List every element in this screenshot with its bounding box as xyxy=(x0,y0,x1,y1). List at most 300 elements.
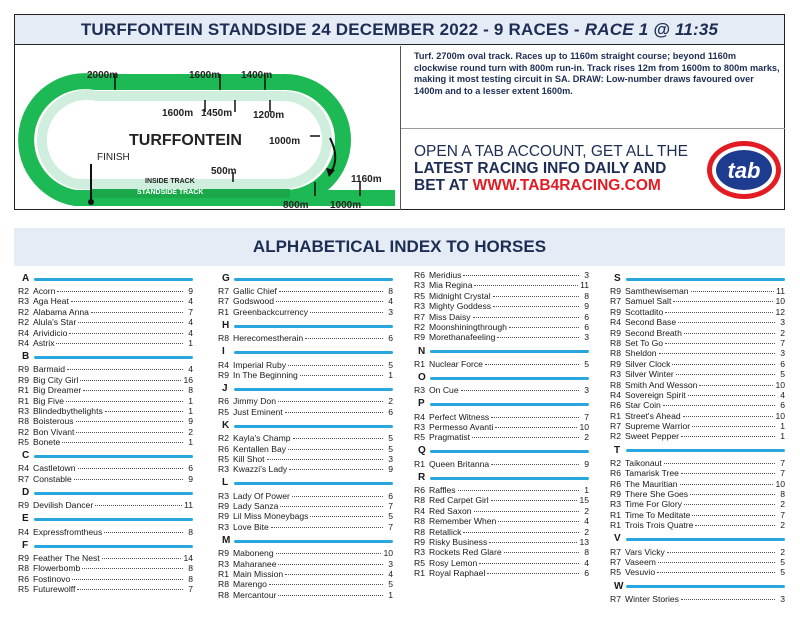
dot-leader xyxy=(665,312,773,313)
dot-leader xyxy=(69,333,183,334)
horse-name: Trois Trois Quatre xyxy=(625,520,694,531)
dot-leader xyxy=(280,506,383,507)
horse-number: 7 xyxy=(584,411,589,422)
letter-rule xyxy=(430,377,589,380)
horse-index-row xyxy=(218,296,393,306)
horse-name: Time For Glory xyxy=(625,499,682,510)
letter-heading xyxy=(18,272,193,286)
dot-leader xyxy=(663,405,775,406)
dot-leader xyxy=(288,365,383,366)
horse-number: 1 xyxy=(388,369,393,380)
dot-leader xyxy=(692,515,775,516)
race-number: R3 xyxy=(414,547,425,558)
race-number: R3 xyxy=(610,369,621,380)
horse-number: 7 xyxy=(780,468,785,479)
letter-rule xyxy=(34,518,193,521)
dot-leader xyxy=(676,374,775,375)
horse-name: Samthewiseman xyxy=(625,286,689,296)
letter-heading-text: E xyxy=(22,513,29,525)
horse-name: Scottadito xyxy=(625,306,664,317)
horse-index-row xyxy=(414,568,589,578)
horse-number: 4 xyxy=(388,296,393,307)
letter-heading-text: V xyxy=(614,533,621,545)
dot-leader xyxy=(474,285,578,286)
horse-name: Kill Shot xyxy=(233,453,265,464)
race-number: R9 xyxy=(610,358,621,369)
mark-1450: 1450m xyxy=(201,108,233,119)
race-number: R2 xyxy=(18,317,29,328)
letter-rule xyxy=(626,538,785,541)
horse-number: 5 xyxy=(780,369,785,380)
index-column-3 xyxy=(414,270,589,579)
horse-name: Second Base xyxy=(625,317,677,328)
horse-name: Sovereign Spirit xyxy=(625,389,686,400)
race-number: R3 xyxy=(218,490,229,501)
finish-label: FINISH xyxy=(97,152,130,163)
horse-number: 5 xyxy=(584,358,589,369)
horse-index-row xyxy=(414,558,589,568)
dot-leader xyxy=(300,375,383,376)
horse-number: 6 xyxy=(388,490,393,501)
horse-name: Fostinovo xyxy=(33,573,71,584)
letter-heading-text: L xyxy=(222,477,229,489)
horse-index-row xyxy=(218,548,393,558)
race-number: R3 xyxy=(218,521,229,532)
horse-name: Nuclear Force xyxy=(429,358,483,369)
race-number: R4 xyxy=(18,327,29,338)
horse-index-row xyxy=(414,270,589,280)
horse-number: 3 xyxy=(584,385,589,396)
letter-heading xyxy=(218,419,393,433)
horse-name: Lil Miss Moneybags xyxy=(233,511,309,522)
letter-heading xyxy=(18,449,193,463)
horse-number: 3 xyxy=(780,593,785,604)
horse-number: 9 xyxy=(188,473,193,484)
horse-name: Red Carpet Girl xyxy=(429,495,489,506)
race-number: R5 xyxy=(610,567,621,578)
horse-number: 10 xyxy=(579,421,589,432)
horse-index-row xyxy=(218,464,393,474)
horse-index-row xyxy=(414,301,589,311)
promo-url[interactable]: WWW.TAB4RACING.COM xyxy=(472,177,661,194)
horse-index-row xyxy=(414,422,589,432)
horse-name: Arividicio xyxy=(33,327,68,338)
horse-name: Gallic Chief xyxy=(233,286,277,296)
horse-number: 3 xyxy=(780,317,785,328)
dot-leader xyxy=(278,401,383,402)
tab-logo-icon xyxy=(705,139,783,201)
horse-index-row xyxy=(218,444,393,454)
race-number: R2 xyxy=(218,433,229,444)
horse-index-row xyxy=(218,307,393,317)
horse-number: 6 xyxy=(188,463,193,474)
race-number: R8 xyxy=(414,495,425,506)
race-number: R8 xyxy=(18,416,29,427)
letter-rule xyxy=(34,492,193,495)
dot-leader xyxy=(463,532,579,533)
horse-name: Alula's Star xyxy=(33,317,77,328)
horse-index-row xyxy=(414,332,589,342)
horse-name: Mia Regina xyxy=(429,280,473,291)
horse-number: 7 xyxy=(780,509,785,520)
horse-index-row xyxy=(18,427,193,437)
horse-number: 9 xyxy=(584,458,589,469)
horse-number: 6 xyxy=(584,568,589,579)
horse-name: There She Goes xyxy=(625,489,689,500)
race-number: R2 xyxy=(18,426,29,437)
horse-name: Greenbackcurrency xyxy=(233,306,308,317)
horse-number: 13 xyxy=(579,537,589,548)
horse-name: Retallick xyxy=(429,526,462,537)
horse-name: Raffles xyxy=(429,485,456,496)
horse-index-row xyxy=(414,537,589,547)
horse-index-row xyxy=(610,359,785,369)
horse-name: Kentallen Bay xyxy=(233,443,287,454)
race-number: R8 xyxy=(414,516,425,527)
horse-number: 4 xyxy=(388,569,393,580)
dot-leader xyxy=(681,599,775,600)
horse-index-row xyxy=(18,500,193,510)
horse-number: 2 xyxy=(780,520,785,531)
mark-1160: 1160m xyxy=(351,174,382,185)
horse-number: 4 xyxy=(188,296,193,307)
horse-number: 3 xyxy=(584,332,589,343)
dot-leader xyxy=(91,312,183,313)
dot-leader xyxy=(665,343,775,344)
horse-name: Constable xyxy=(33,473,72,484)
letter-heading xyxy=(610,444,785,458)
tab-promo xyxy=(414,143,694,194)
dot-leader xyxy=(680,484,774,485)
race-number: R8 xyxy=(414,526,425,537)
horse-number: 1 xyxy=(188,395,193,406)
dot-leader xyxy=(691,291,775,292)
horse-number: 3 xyxy=(388,306,393,317)
race-number: R9 xyxy=(610,489,621,500)
horse-index-row xyxy=(218,286,393,296)
horse-number: 2 xyxy=(584,526,589,537)
horse-name: On Cue xyxy=(429,385,459,396)
race-number: R3 xyxy=(18,296,29,307)
horse-index-row xyxy=(18,463,193,473)
horse-name: Risky Business xyxy=(429,537,488,548)
horizontal-divider xyxy=(401,128,785,129)
race-number: R5 xyxy=(414,432,425,443)
horse-name: Pragmatist xyxy=(429,432,471,443)
horse-number: 2 xyxy=(584,432,589,443)
letter-rule xyxy=(626,278,785,281)
horse-name: Winter Stories xyxy=(625,593,679,604)
horse-number: 2 xyxy=(780,499,785,510)
horse-index-row xyxy=(610,431,785,441)
mark-2000: 2000m xyxy=(87,70,119,81)
horse-index-row xyxy=(610,594,785,604)
horse-index-row xyxy=(218,407,393,417)
horse-name: Alabama Anna xyxy=(33,306,89,317)
race-title xyxy=(15,15,784,45)
horse-number: 9 xyxy=(584,301,589,312)
race-number: R4 xyxy=(610,389,621,400)
dot-leader xyxy=(278,564,383,565)
race-header-panel xyxy=(14,14,785,210)
horse-index-row xyxy=(414,291,589,301)
horse-index-row xyxy=(18,474,193,484)
race-number: R6 xyxy=(218,443,229,454)
horse-name: Aga Heat xyxy=(33,296,69,307)
letter-heading-text: T xyxy=(614,444,621,456)
dot-leader xyxy=(76,421,183,422)
race-number: R7 xyxy=(218,286,229,296)
race-number: R6 xyxy=(610,478,621,489)
track-description: Turf. 2700m oval track. Races up to 1160m straight course; beyond 1160m clockwise round turn with 800m run-in. Track rises 12m from 1600m to 800m marks, making it most testing circuit in SA. DRAW: Low-number draws favoured over 1400m and to a lesser extent 1600m. xyxy=(414,51,780,96)
horse-name: Kayla's Champ xyxy=(233,433,291,444)
horse-index-row xyxy=(218,396,393,406)
letter-heading-text: N xyxy=(418,345,426,357)
horse-number: 4 xyxy=(188,364,193,375)
dot-leader xyxy=(491,464,579,465)
race-number: R1 xyxy=(218,569,229,580)
letter-heading-text: F xyxy=(22,539,29,551)
dot-leader xyxy=(461,390,579,391)
horse-name: Vesuvio xyxy=(625,567,656,578)
horse-index-row xyxy=(414,547,589,557)
mark-500: 500m xyxy=(211,166,237,177)
horse-index-row xyxy=(18,296,193,306)
horse-name: Sheldon xyxy=(625,348,657,359)
race-number: R5 xyxy=(218,453,229,464)
dot-leader xyxy=(80,380,181,381)
race-number: R5 xyxy=(414,557,425,568)
horse-index-row xyxy=(18,317,193,327)
finish-post-base xyxy=(88,199,94,205)
standside-track-label: STANDSIDE TRACK xyxy=(137,189,204,196)
race-number: R4 xyxy=(18,526,29,537)
race-number: R1 xyxy=(18,385,29,396)
horse-number: 6 xyxy=(780,358,785,369)
horse-name: Queen Britanna xyxy=(429,458,490,469)
horse-name: Second Breath xyxy=(625,327,682,338)
letter-rule xyxy=(234,482,393,485)
dot-leader xyxy=(289,469,383,470)
horse-number: 10 xyxy=(775,296,785,307)
letter-heading xyxy=(414,445,589,459)
horse-name: Love Bite xyxy=(233,521,269,532)
horse-index-row xyxy=(610,547,785,557)
race-number: R7 xyxy=(414,311,425,322)
horse-name: Barmaid xyxy=(33,364,65,375)
dot-leader xyxy=(71,301,183,302)
horse-index-row xyxy=(18,385,193,395)
dot-leader xyxy=(673,301,773,302)
letter-heading xyxy=(218,477,393,491)
race-number: R5 xyxy=(414,290,425,301)
horse-name: Bon Vivant xyxy=(33,426,75,437)
horse-index-row xyxy=(414,527,589,537)
horse-index-row xyxy=(610,286,785,296)
horse-index-row xyxy=(18,307,193,317)
horse-name: Taikonaut xyxy=(625,457,662,468)
dot-leader xyxy=(66,401,183,402)
horse-index-row xyxy=(610,296,785,306)
dot-leader xyxy=(271,527,383,528)
horse-index-row xyxy=(610,390,785,400)
horse-index-row xyxy=(610,338,785,348)
horse-index-row xyxy=(610,520,785,530)
race-number: R9 xyxy=(18,500,29,511)
dot-leader xyxy=(688,395,775,396)
horse-index-row xyxy=(218,559,393,569)
promo-line-2: LATEST RACING INFO DAILY AND xyxy=(414,160,667,177)
tab-logo-text: tab xyxy=(727,158,761,183)
race-number: R7 xyxy=(610,556,621,567)
horse-number: 1 xyxy=(188,405,193,416)
horse-number: 2 xyxy=(780,546,785,557)
track-name: TURFFONTEIN xyxy=(129,132,242,149)
horse-number: 10 xyxy=(383,548,393,559)
horse-index-row xyxy=(610,380,785,390)
horse-number: 4 xyxy=(188,317,193,328)
race-number: R4 xyxy=(610,317,621,328)
race-number: R4 xyxy=(218,359,229,370)
dot-leader xyxy=(695,525,775,526)
letter-heading-text: A xyxy=(22,272,30,284)
dot-leader xyxy=(683,416,774,417)
horse-number: 1 xyxy=(780,421,785,432)
horse-number: 5 xyxy=(388,579,393,590)
dot-leader xyxy=(77,589,183,590)
dot-leader xyxy=(279,291,383,292)
dot-leader xyxy=(498,521,579,522)
race-number: R2 xyxy=(18,286,29,296)
letter-heading xyxy=(218,319,393,333)
race-number: R3 xyxy=(610,499,621,510)
dot-leader xyxy=(76,432,183,433)
horse-number: 10 xyxy=(775,379,785,390)
horse-index-row xyxy=(610,458,785,468)
horse-name: Silver Clock xyxy=(625,358,671,369)
dot-leader xyxy=(276,553,382,554)
horse-number: 10 xyxy=(775,478,785,489)
race-number: R9 xyxy=(610,327,621,338)
horse-name: Supreme Warrior xyxy=(625,421,691,432)
horse-name: Devilish Dancer xyxy=(33,500,94,511)
race-number: R9 xyxy=(610,306,621,317)
horse-number: 7 xyxy=(388,501,393,512)
horse-number: 16 xyxy=(183,374,193,385)
letter-rule xyxy=(34,455,193,458)
horse-name: Mercantour xyxy=(233,589,277,600)
letter-heading-text: G xyxy=(222,272,230,284)
race-number: R1 xyxy=(218,306,229,317)
horse-name: Rosy Lemon xyxy=(429,557,478,568)
letter-heading xyxy=(414,471,589,485)
horse-index-row xyxy=(414,359,589,369)
horse-name: Vars Vicky xyxy=(625,546,665,557)
race-number: R6 xyxy=(610,400,621,411)
horse-index-row xyxy=(610,468,785,478)
horse-index-row xyxy=(610,567,785,577)
dot-leader xyxy=(664,463,775,464)
horse-name: The Mauritian xyxy=(625,478,678,489)
dot-leader xyxy=(293,438,383,439)
dot-leader xyxy=(657,572,775,573)
horse-index-row xyxy=(18,406,193,416)
dot-leader xyxy=(278,595,383,596)
horse-index-row xyxy=(610,421,785,431)
letter-heading xyxy=(610,272,785,286)
dot-leader xyxy=(659,353,775,354)
dot-leader xyxy=(288,449,383,450)
dot-leader xyxy=(504,552,579,553)
horse-number: 9 xyxy=(188,416,193,427)
letter-heading-text: O xyxy=(418,371,426,383)
horse-name: Big Dreamer xyxy=(33,385,82,396)
race-number: R7 xyxy=(218,296,229,307)
race-number: R8 xyxy=(610,348,621,359)
horse-index-row xyxy=(610,510,785,520)
horse-index-row xyxy=(218,511,393,521)
horse-index-row xyxy=(18,574,193,584)
horse-index-row xyxy=(18,553,193,563)
horse-index-row xyxy=(218,579,393,589)
race-number: R3 xyxy=(414,421,425,432)
dot-leader xyxy=(82,568,183,569)
mark-1600-inner: 1600m xyxy=(162,108,194,119)
letter-heading-text: B xyxy=(22,351,30,363)
race-number: R5 xyxy=(18,584,29,595)
horse-index-row xyxy=(218,333,393,343)
horse-number: 4 xyxy=(584,516,589,527)
horse-index-row xyxy=(218,491,393,501)
horse-name: Maboneng xyxy=(233,548,274,559)
track-diagram xyxy=(15,46,400,210)
horse-index-row xyxy=(610,489,785,499)
dot-leader xyxy=(104,532,183,533)
letter-rule xyxy=(234,325,393,328)
horse-index-row xyxy=(18,364,193,374)
letter-heading-text: I xyxy=(222,346,225,358)
horse-index-row xyxy=(218,569,393,579)
horse-index-row xyxy=(414,322,589,332)
horse-index-row xyxy=(414,516,589,526)
letter-heading-text: M xyxy=(222,535,231,547)
horse-name: Morethanafeeling xyxy=(429,332,496,343)
race-number: R9 xyxy=(414,332,425,343)
horse-index-row xyxy=(610,557,785,567)
horse-number: 8 xyxy=(188,385,193,396)
race-number: R9 xyxy=(218,511,229,522)
horse-name: Main Mission xyxy=(233,569,284,580)
letter-heading xyxy=(18,539,193,553)
race-number: R1 xyxy=(414,458,425,469)
promo-line-3a: BET AT xyxy=(414,177,473,194)
horse-name: Expressfromtheus xyxy=(33,526,103,537)
horse-number: 6 xyxy=(584,321,589,332)
letter-rule xyxy=(234,351,393,354)
race-number: R7 xyxy=(610,296,621,307)
race-number: R3 xyxy=(414,385,425,396)
horse-number: 5 xyxy=(780,567,785,578)
dot-leader xyxy=(285,412,383,413)
dot-leader xyxy=(681,436,775,437)
dot-leader xyxy=(493,306,579,307)
horse-number: 8 xyxy=(188,563,193,574)
mark-1000-inner: 1000m xyxy=(269,136,301,147)
dot-leader xyxy=(276,301,383,302)
letter-heading xyxy=(414,345,589,359)
letter-rule xyxy=(234,540,393,543)
dot-leader xyxy=(102,558,182,559)
